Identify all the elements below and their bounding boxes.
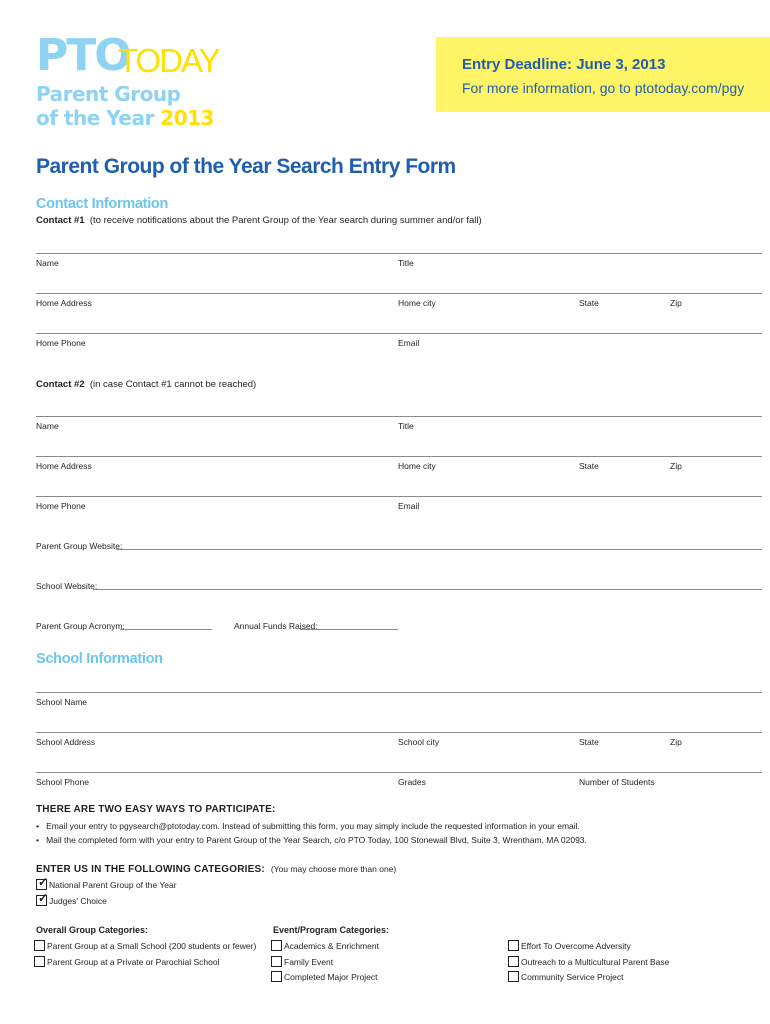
checkbox-national[interactable] (36, 875, 177, 890)
contact2-address-label: Home Address (36, 461, 92, 471)
checkbox-community-service[interactable] (508, 971, 624, 982)
participate-bullet-2-text: Mail the completed form with your entry to Parent Group of the Year Search, c/o PTO Today, 100 Stonewall Blvd, Suite 3, Wrentham, MA 02093. (46, 835, 587, 845)
contact1-name-line[interactable] (36, 253, 762, 254)
checkbox-icon[interactable] (271, 971, 282, 982)
contact1-name-label: Name (36, 258, 59, 268)
checkbox-checked-icon[interactable]: ✓ (38, 875, 49, 889)
contact1-email-label: Email (398, 338, 420, 348)
grades-label: Grades (398, 777, 426, 787)
checkbox-judges-label: Judges' Choice (49, 895, 107, 906)
checkbox-multicultural[interactable] (508, 956, 669, 967)
overall-heading: Overall Group Categories: (36, 925, 149, 935)
checkbox-icon[interactable] (508, 940, 519, 951)
checkbox-icon[interactable] (34, 956, 45, 967)
categories-heading: ENTER US IN THE FOLLOWING CATEGORIES: (36, 864, 265, 875)
contact2-line (36, 379, 256, 390)
checkbox-major-project-label: Completed Major Project (284, 971, 378, 982)
school-state-label: State (579, 737, 599, 747)
contact2-name-line[interactable] (36, 416, 762, 417)
contact1-city-label: Home city (398, 298, 436, 308)
contact2-city-label: Home city (398, 461, 436, 471)
participate-heading: THERE ARE TWO EASY WAYS TO PARTICIPATE: (36, 804, 276, 815)
participate-bullet-2: • Mail the completed form with your entry to Parent Group of the Year Search, c/o PTO Today, 100 Stonewall Blvd, Suite 3, Wrentham, MA 02093. (36, 835, 587, 845)
checkbox-icon[interactable] (34, 940, 45, 951)
deadline-info: For more information, go to ptotoday.com/pgy (462, 80, 745, 96)
contact1-phone-label: Home Phone (36, 338, 86, 348)
checkbox-icon[interactable] (271, 956, 282, 967)
funds-label: Annual Funds Raised: (234, 621, 318, 631)
acronym-label: Parent Group Acronym: (36, 621, 125, 631)
school-phone-line[interactable] (36, 772, 762, 773)
logo-parent-group: Parent Group (36, 82, 181, 106)
school-address-label: School Address (36, 737, 96, 747)
categories-note: (You may choose more than one) (270, 864, 397, 874)
checkbox-adversity-label: Effort To Overcome Adversity (521, 940, 631, 951)
contact2-label: Contact #2 (36, 379, 85, 390)
participate-bullet-1-text: Email your entry to pgysearch@ptotoday.com. Instead of submitting this form, you may simply include the requested information in your email. (46, 821, 580, 831)
checkbox-private-school-label: Parent Group at a Private or Parochial School (47, 956, 220, 967)
checkbox-icon[interactable] (271, 940, 282, 951)
school-city-label: School city (398, 737, 440, 747)
checkbox-judges[interactable] (36, 891, 107, 906)
deadline-box (436, 37, 770, 112)
logo-today: TODAY (118, 42, 219, 79)
participate-bullet-1: • Email your entry to pgysearch@ptotoday.com. Instead of submitting this form, you may simply include the requested information in your email. (36, 821, 580, 831)
contact1-note: (to receive notifications about the Parent Group of the Year search during summer and/or fall) (89, 215, 482, 226)
contact1-address-line[interactable] (36, 293, 762, 294)
checkbox-multicultural-label: Outreach to a Multicultural Parent Base (521, 956, 670, 967)
checkbox-academics-label: Academics & Enrichment (284, 940, 379, 951)
school-website-label: School Website: (36, 581, 98, 591)
checkbox-family-event-label: Family Event (284, 956, 334, 967)
checkbox-small-school[interactable] (34, 940, 256, 951)
contact2-email-label: Email (398, 501, 420, 511)
group-website-label: Parent Group Website: (36, 541, 123, 551)
form-title: Parent Group of the Year Search Entry Form (36, 155, 456, 178)
checkbox-national-label: National Parent Group of the Year (49, 879, 177, 890)
school-heading: School Information (36, 651, 163, 667)
school-name-label: School Name (36, 697, 88, 707)
contact1-label: Contact #1 (36, 215, 85, 226)
group-website-line[interactable] (116, 549, 762, 550)
contact1-state-label: State (579, 298, 599, 308)
contact1-title-label: Title (398, 258, 414, 268)
contact1-line (36, 215, 482, 226)
checkbox-private-school[interactable] (34, 956, 219, 967)
event-heading: Event/Program Categories: (273, 925, 390, 935)
checkbox-adversity[interactable] (508, 940, 631, 951)
school-zip-label: Zip (670, 737, 682, 747)
checkbox-small-school-label: Parent Group at a Small School (200 students or fewer) (47, 940, 257, 951)
checkbox-family-event[interactable] (271, 956, 333, 967)
contact2-name-label: Name (36, 421, 59, 431)
contact2-note: (in case Contact #1 cannot be reached) (89, 379, 257, 390)
contact-heading: Contact Information (36, 196, 169, 212)
school-address-line[interactable] (36, 732, 762, 733)
categories-heading-line (36, 864, 396, 875)
checkbox-icon[interactable] (508, 971, 519, 982)
contact2-zip-label: Zip (670, 461, 682, 471)
checkbox-checked-icon[interactable]: ✓ (38, 891, 49, 905)
contact1-phone-line[interactable] (36, 333, 762, 334)
logo-year: 2013 (160, 106, 214, 130)
contact2-address-line[interactable] (36, 456, 762, 457)
deadline-title: Entry Deadline: June 3, 2013 (462, 56, 666, 73)
contact2-title-label: Title (398, 421, 414, 431)
contact1-address-label: Home Address (36, 298, 92, 308)
logo-of-the-year-text: of the Year (36, 106, 154, 130)
acronym-line[interactable] (120, 629, 212, 630)
contact2-phone-line[interactable] (36, 496, 762, 497)
checkbox-community-service-label: Community Service Project (521, 971, 624, 982)
logo-pto: PTO (36, 30, 130, 81)
contact2-phone-label: Home Phone (36, 501, 86, 511)
funds-line[interactable] (300, 629, 398, 630)
checkbox-icon[interactable] (508, 956, 519, 967)
logo-of-the-year (36, 108, 214, 128)
contact1-zip-label: Zip (670, 298, 682, 308)
contact2-state-label: State (579, 461, 599, 471)
checkbox-major-project[interactable] (271, 971, 378, 982)
school-website-line[interactable] (93, 589, 762, 590)
school-name-line[interactable] (36, 692, 762, 693)
school-phone-label: School Phone (36, 777, 89, 787)
num-students-label: Number of Students (579, 777, 655, 787)
checkbox-academics[interactable] (271, 940, 379, 951)
